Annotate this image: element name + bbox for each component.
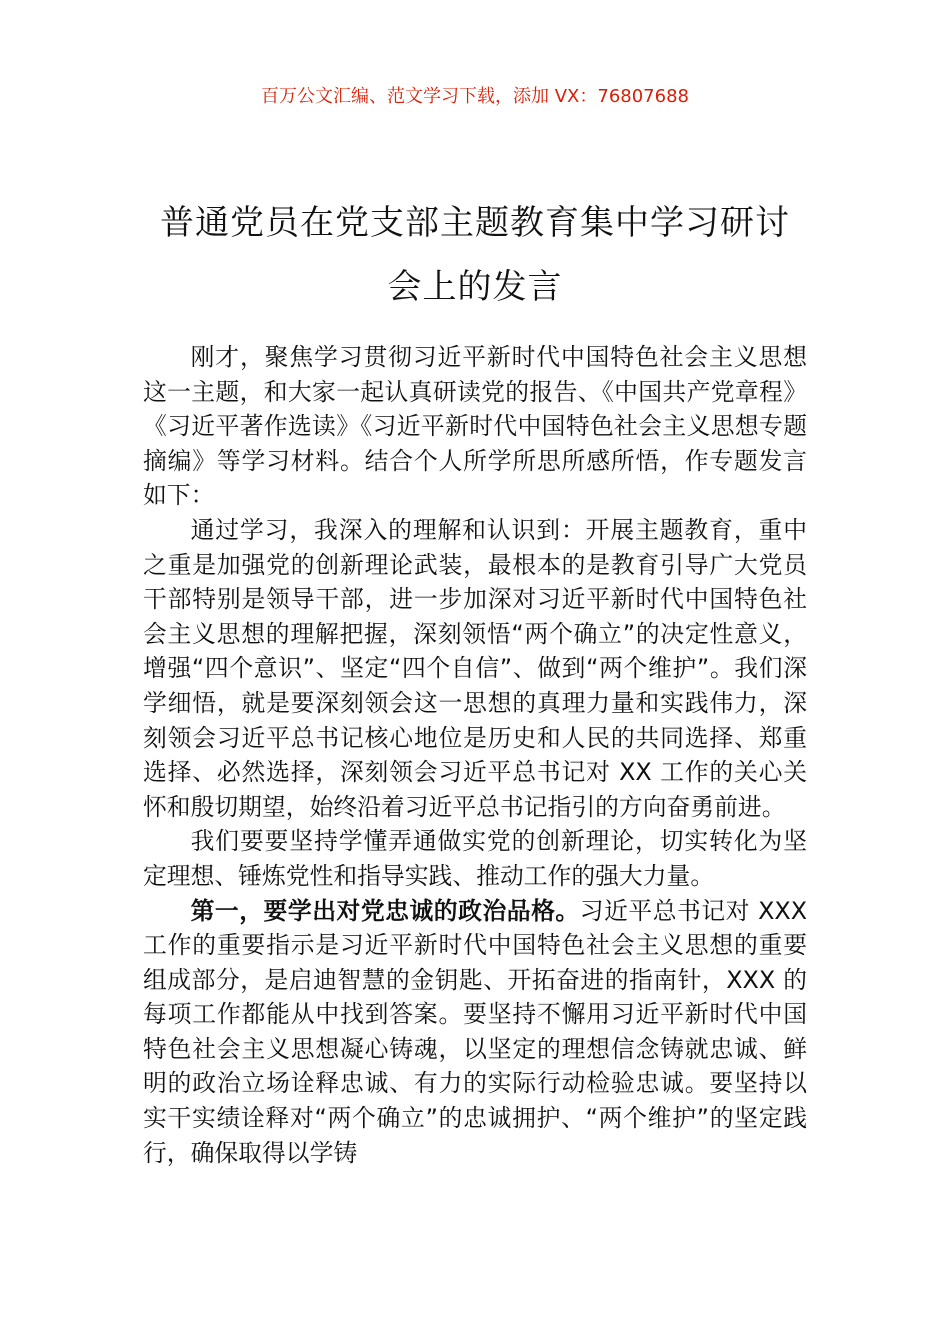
paragraph-text: 通过学习，我深入的理解和认识到：开展主题教育，重中之重是加强党的创新理论武装，最根本的是教育引导广大党员干部特别是领导干部，进一步加深对习近平新时代中国特色社会主义思想的理解把握，深刻领悟“两个确立”的决定性意义，增强“四个意识”、坚定“四个自信”、做到“两个维护”。我们深学细悟，就是要深刻领会这一思想的真理力量和实践伟力，深刻领会习近平总书记核心地位是历史和人民的共同选择、郑重选择、必然选择，深刻领会习近平总书记对 XX 工作的关心关怀和殷切期望，始终沿着习近平总书记指引的方向奋勇前进。	[143, 515, 807, 821]
title-line-1: 普通党员在党支部主题教育集中学习研讨	[160, 202, 790, 243]
document-body	[143, 340, 807, 1170]
document-title	[140, 191, 810, 319]
title-line-2: 会上的发言	[387, 266, 563, 307]
paragraph-4	[143, 894, 807, 1171]
paragraph-1	[143, 340, 807, 513]
paragraph-heading: 第一，要学出对党忠诚的政治品格。	[190, 896, 580, 925]
paragraph-text: 我们要要坚持学懂弄通做实党的创新理论，切实转化为坚定理想、锤炼党性和指导实践、推动工作的强大力量。	[143, 827, 807, 890]
promo-line: 百万公文汇编、范文学习下载，添加 VX：76807688	[261, 86, 689, 107]
paragraph-text: 习近平总书记对 XXX 工作的重要指示是习近平新时代中国特色社会主义思想的重要组成部分，是启迪智慧的金钥匙、开拓奋进的指南针，XXX 的每项工作都能从中找到答案。要坚持不懈用习近平新时代中国特色社会主义思想凝心铸魂，以坚定的理想信念铸就忠诚、鲜明的政治立场诠释忠诚、有力的实际行动检验忠诚。要坚持以实干实绩诠释对“两个确立”的忠诚拥护、“两个维护”的坚定践行，确保取得以学铸	[143, 896, 807, 1167]
paragraph-text: 刚才，聚焦学习贯彻习近平新时代中国特色社会主义思想这一主题，和大家一起认真研读党的报告、《中国共产党章程》《习近平著作选读》《习近平新时代中国特色社会主义思想专题摘编》等学习材料。结合个人所学所思所感所悟，作专题发言如下：	[143, 343, 807, 510]
paragraph-2	[143, 513, 807, 824]
paragraph-3	[143, 824, 807, 893]
